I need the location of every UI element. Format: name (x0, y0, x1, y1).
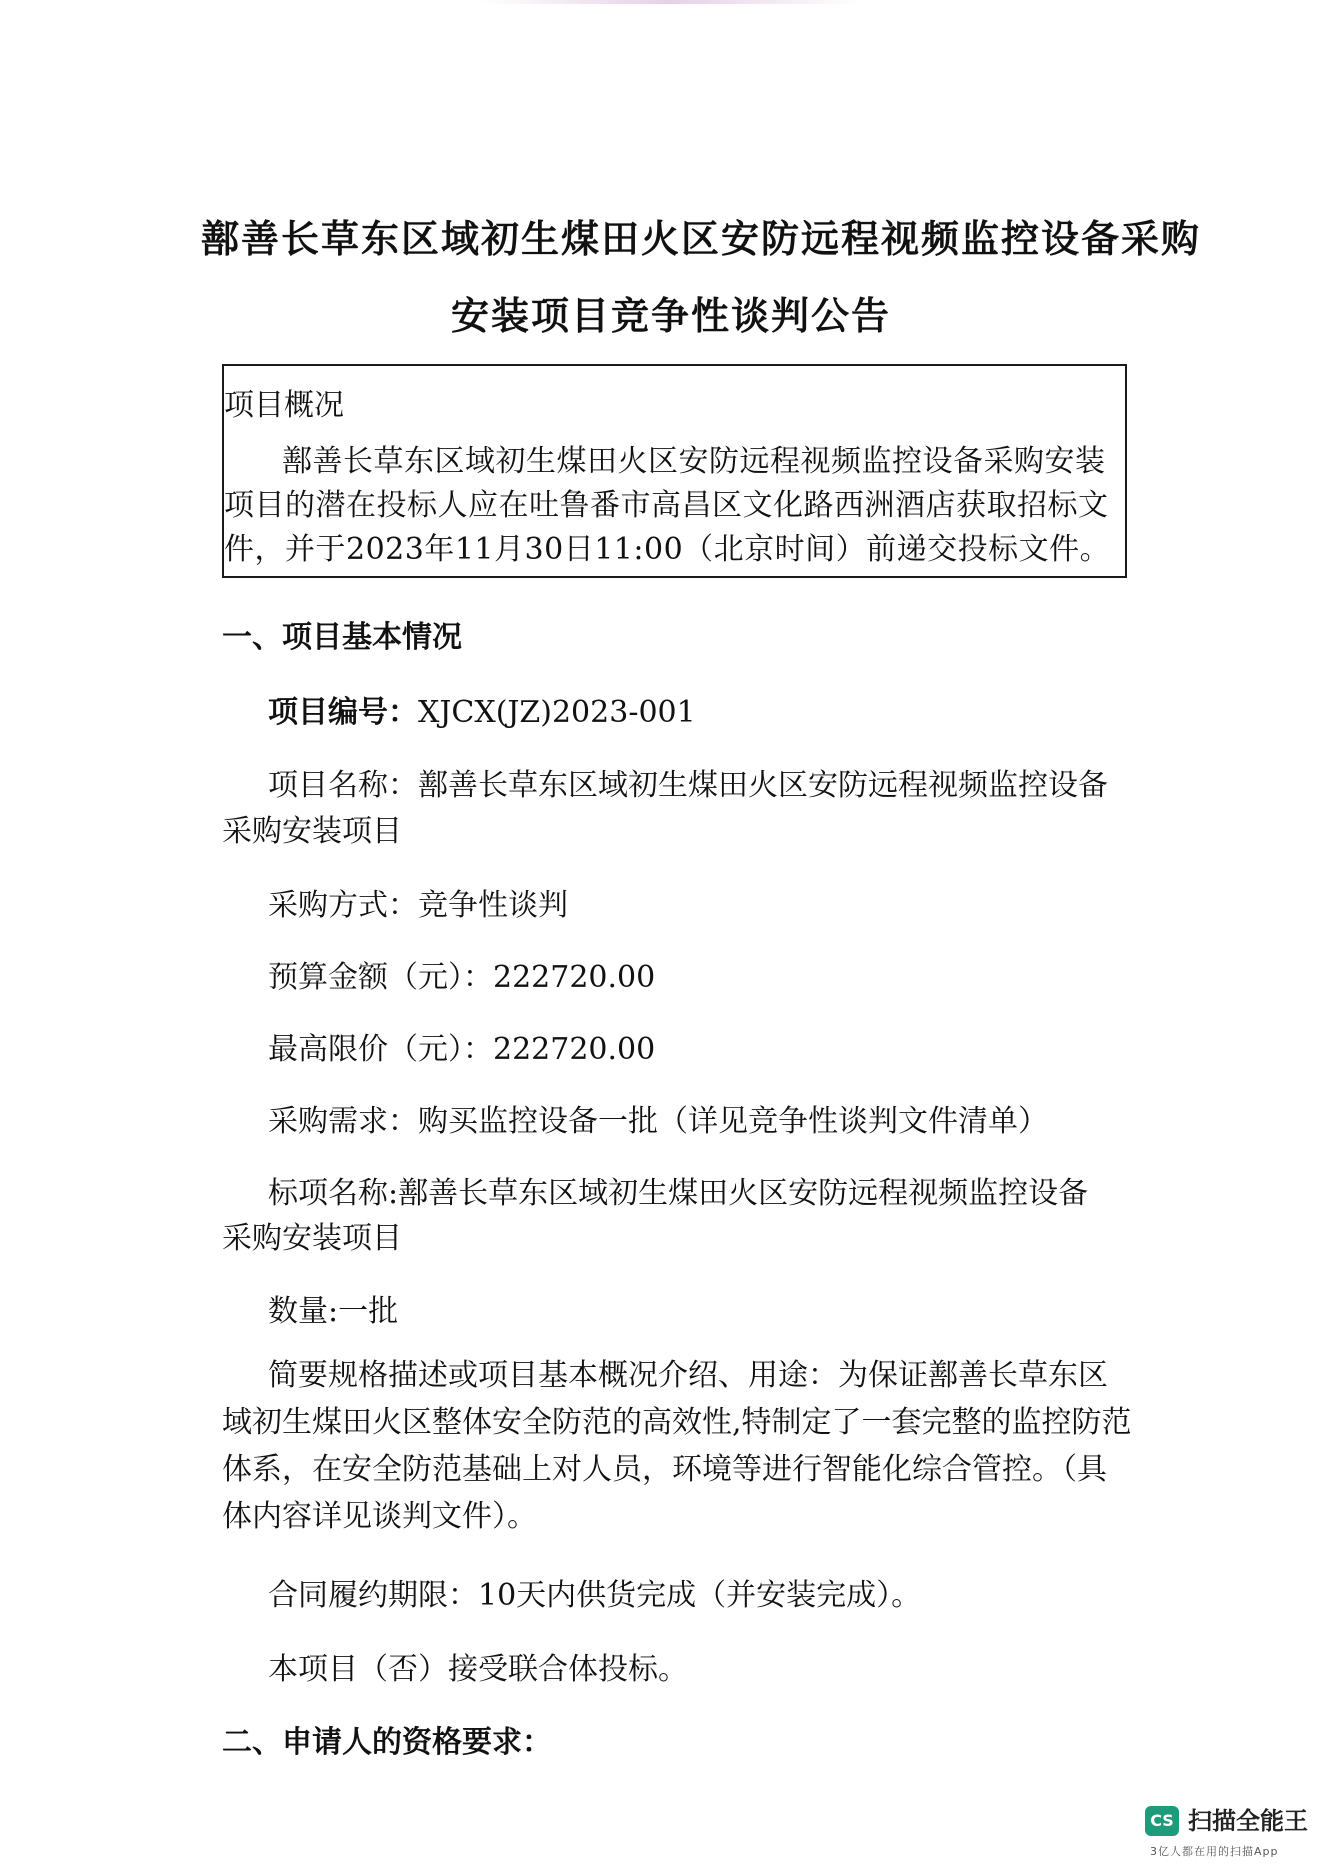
demand-label: 采购需求： (268, 1104, 418, 1139)
lot-name-continuation: 采购安装项目 (222, 1221, 402, 1256)
max-price-row (268, 1024, 655, 1068)
section-2-heading: 二、申请人的资格要求： (222, 1725, 552, 1760)
project-name-value: 鄯善长草东区域初生煤田火区安防远程视频监控设备 (418, 768, 1108, 803)
camscanner-name: 扫描全能王 (1188, 1807, 1308, 1835)
consortium-row: 本项目（否）接受联合体投标。 (268, 1652, 688, 1687)
description-paragraph: 简要规格描述或项目基本概况介绍、用途：为保证鄯善长草东区域初生煤田火区整体安全防范的高效性,特制定了一套完整的监控防范体系，在安全防范基础上对人员，环境等进行智能化综合管控。（具体内容详见谈判文件）。 (222, 1358, 1132, 1534)
project-number-value: XJCX(JZ)2023-001 (418, 695, 696, 730)
quantity-row: 数量:一批 (268, 1294, 399, 1329)
project-name-row (268, 760, 1108, 804)
procurement-method-label: 采购方式： (268, 888, 418, 923)
demand-value: 购买监控设备一批（详见竞争性谈判文件清单） (418, 1104, 1048, 1139)
camscanner-logo: CS (1145, 1806, 1179, 1836)
procurement-method-value: 竞争性谈判 (418, 888, 568, 923)
lot-name-label: 标项名称: (268, 1176, 399, 1211)
camscanner-tagline: 3亿人都在用的扫描App (1150, 1845, 1279, 1858)
demand-row (268, 1096, 1048, 1140)
contract-period-row: 合同履约期限：10天内供货完成（并安装完成）。 (268, 1578, 922, 1613)
lot-name-row (268, 1168, 1088, 1212)
project-number-label: 项目编号： (268, 695, 418, 730)
max-price-value: 222720.00 (493, 1032, 656, 1067)
scan-edge-mark (480, 0, 860, 4)
section-1-heading: 一、项目基本情况 (222, 620, 462, 655)
overview-label: 项目概况 (224, 388, 344, 423)
budget-row (268, 952, 655, 996)
project-number-row (268, 687, 696, 731)
procurement-method-row (268, 880, 568, 924)
budget-value: 222720.00 (493, 960, 656, 995)
max-price-label: 最高限价（元）： (268, 1032, 493, 1067)
lot-name-value: 鄯善长草东区域初生煤田火区安防远程视频监控设备 (398, 1176, 1089, 1211)
project-name-label: 项目名称： (268, 768, 418, 803)
budget-label: 预算金额（元）： (268, 960, 493, 995)
project-name-continuation: 采购安装项目 (222, 814, 402, 849)
overview-box (222, 364, 1127, 578)
page-title-line-1: 鄯善长草东区域初生煤田火区安防远程视频监控设备采购 (200, 216, 1201, 261)
page-title-line-2: 安装项目竞争性谈判公告 (450, 293, 891, 338)
overview-text: 鄯善长草东区域初生煤田火区安防远程视频监控设备采购安装项目的潜在投标人应在吐鲁番市高昌区文化路西洲酒店获取招标文件，并于2023年11月30日11:00（北京时间）前递交投标文件。 (224, 444, 1111, 567)
